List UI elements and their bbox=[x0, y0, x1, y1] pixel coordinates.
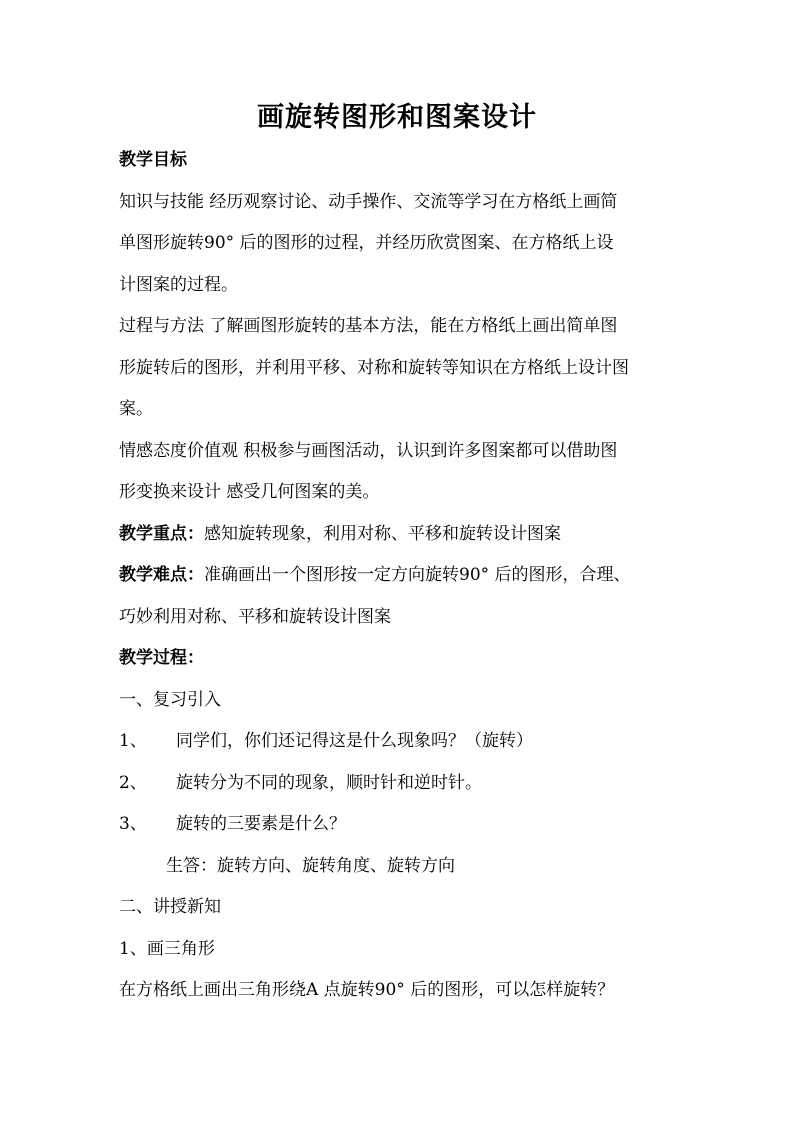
list-item-text: 同学们，你们还记得这是什么现象吗？（旋转） bbox=[176, 731, 533, 751]
key-point-label: 教学重点： bbox=[119, 523, 204, 544]
process-line-2: 形旋转后的图形，并利用平移、对称和旋转等知识在方格纸上设计图 bbox=[119, 357, 629, 378]
section2-question: 在方格纸上画出三角形绕A 点旋转90° 后的图形，可以怎样旋转？ bbox=[119, 980, 615, 1000]
difficulty-line-1 bbox=[119, 555, 687, 597]
emotion-line-1 bbox=[119, 431, 687, 473]
process-line-3: 案。 bbox=[119, 399, 153, 419]
list-item-text: 旋转分为不同的现象，顺时针和逆时针。 bbox=[176, 772, 482, 793]
knowledge-line-2: 单图形旋转90° 后的图形的过程，并经历欣赏图案、在方格纸上设 bbox=[119, 233, 614, 253]
list-item-number: 3、 bbox=[119, 814, 147, 834]
emotion-text-1: 积极参与画图活动，认识到许多图案都可以借助图 bbox=[238, 440, 618, 461]
student-answer: 生答：旋转方向、旋转角度、旋转方向 bbox=[166, 855, 455, 876]
page-title: 画旋转图形和图案设计 bbox=[257, 102, 537, 133]
difficulty-text-1: 准确画出一个图形按一定方向旋转90° 后的图形，合理、 bbox=[204, 565, 631, 585]
section2-subheading: 1、画三角形 bbox=[119, 938, 215, 959]
section1-heading: 一、复习引入 bbox=[119, 689, 221, 710]
list-item bbox=[119, 721, 687, 763]
list-item-text: 旋转的三要素是什么？ bbox=[176, 814, 346, 834]
list-item bbox=[119, 763, 687, 805]
process-heading: 教学过程： bbox=[119, 648, 204, 668]
objectives-heading: 教学目标 bbox=[119, 150, 187, 170]
process-label: 过程与方法 bbox=[119, 316, 204, 336]
process-text-1: 了解画图形旋转的基本方法，能在方格纸上画出简单图 bbox=[204, 316, 618, 336]
knowledge-text-1: 经历观察讨论、动手操作、交流等学习在方格纸上画简 bbox=[204, 191, 618, 212]
document-body bbox=[119, 140, 687, 1012]
section2-heading: 二、讲授新知 bbox=[119, 897, 221, 917]
emotion-line-2: 形变换来设计 感受几何图案的美。 bbox=[119, 482, 380, 502]
process-line-1 bbox=[119, 306, 687, 348]
key-point-line bbox=[119, 514, 687, 556]
list-item-number: 2、 bbox=[119, 772, 147, 793]
list-item-number: 1、 bbox=[119, 731, 147, 751]
difficulty-line-2: 巧妙利用对称、平移和旋转设计图案 bbox=[119, 606, 391, 627]
knowledge-line-1 bbox=[119, 182, 687, 224]
knowledge-line-3: 计图案的过程。 bbox=[119, 274, 238, 295]
difficulty-label: 教学难点： bbox=[119, 565, 204, 585]
list-item bbox=[119, 804, 687, 846]
key-point-text: 感知旋转现象，利用对称、平移和旋转设计图案 bbox=[204, 523, 561, 544]
emotion-label: 情感态度价值观 bbox=[119, 440, 238, 461]
knowledge-label: 知识与技能 bbox=[119, 191, 204, 212]
